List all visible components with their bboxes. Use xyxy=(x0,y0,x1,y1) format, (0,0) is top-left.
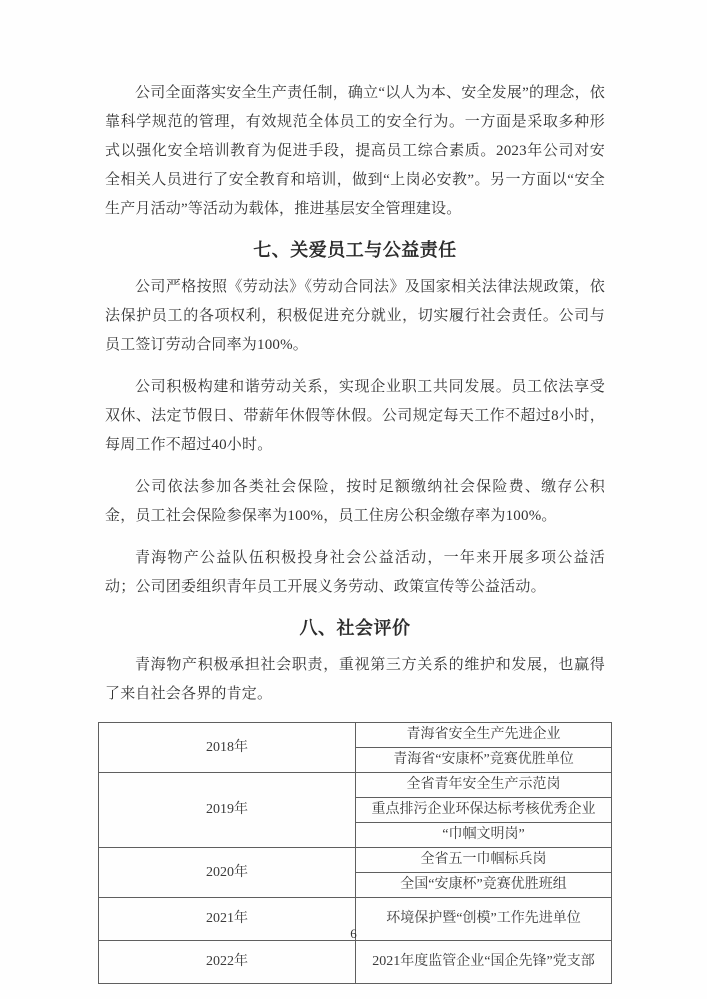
award-name-cell: 全国“安康杯”竞赛优胜班组 xyxy=(356,873,612,898)
section-heading-8-social-evaluation: 八、社会评价 xyxy=(299,618,411,638)
awards-table-row xyxy=(99,848,612,873)
award-year-cell: 2022年 xyxy=(99,941,356,984)
award-year-cell: 2020年 xyxy=(99,848,356,898)
awards-table-row xyxy=(99,773,612,798)
award-name-cell: “巾帼文明岗” xyxy=(356,823,612,848)
awards-table xyxy=(98,722,612,984)
page-number: 6 xyxy=(350,926,357,941)
award-name-cell: 重点排污企业环保达标考核优秀企业 xyxy=(356,798,612,823)
paragraph-social-insurance: 公司依法参加各类社会保险，按时足额缴纳社会保险费、缴存公积金，员工社会保险参保率为100%，员工住房公积金缴存率为100%。 xyxy=(105,479,605,524)
awards-table-row xyxy=(99,941,612,984)
paragraph-labor-law: 公司严格按照《劳动法》《劳动合同法》及国家相关法律法规政策，依法保护员工的各项权利，积极促进充分就业，切实履行社会责任。公司与员工签订劳动合同率为100%。 xyxy=(105,279,605,353)
award-name-cell: 2021年度监管企业“国企先锋”党支部 xyxy=(356,941,612,984)
paragraph-labor-relations: 公司积极构建和谐劳动关系，实现企业职工共同发展。员工依法享受双休、法定节假日、带薪年休假等休假。公司规定每天工作不超过8小时，每周工作不超过40小时。 xyxy=(105,379,605,453)
award-name-cell: 全省青年安全生产示范岗 xyxy=(356,773,612,798)
awards-table-row xyxy=(99,723,612,748)
page-content xyxy=(105,79,605,984)
award-year-cell: 2018年 xyxy=(99,723,356,773)
paragraph-safety-responsibility: 公司全面落实安全生产责任制，确立“以人为本、安全发展”的理念，依靠科学规范的管理，有效规范全体员工的安全行为。一方面是采取多种形式以强化安全培训教育为促进手段，提高员工综合素质。2023年公司对安全相关人员进行了安全教育和培训，做到“上岗必安教”。另一方面以“安全生产月活动”等活动为载体，推进基层安全管理建设。 xyxy=(105,85,605,217)
section-heading-7-employee-care: 七、关爱员工与公益责任 xyxy=(253,240,457,260)
awards-table-body xyxy=(99,723,612,984)
award-name-cell: 青海省安全生产先进企业 xyxy=(356,723,612,748)
award-name-cell: 环境保护暨“创模”工作先进单位 xyxy=(356,898,612,941)
award-name-cell: 全省五一巾帼标兵岗 xyxy=(356,848,612,873)
paragraph-public-welfare: 青海物产公益队伍积极投身社会公益活动，一年来开展多项公益活动；公司团委组织青年员工开展义务劳动、政策宣传等公益活动。 xyxy=(105,550,605,595)
award-year-cell: 2021年 xyxy=(99,898,356,941)
paragraph-social-recognition: 青海物产积极承担社会职责，重视第三方关系的维护和发展，也赢得了来自社会各界的肯定。 xyxy=(105,657,605,702)
award-name-cell: 青海省“安康杯”竞赛优胜单位 xyxy=(356,748,612,773)
award-year-cell: 2019年 xyxy=(99,773,356,848)
